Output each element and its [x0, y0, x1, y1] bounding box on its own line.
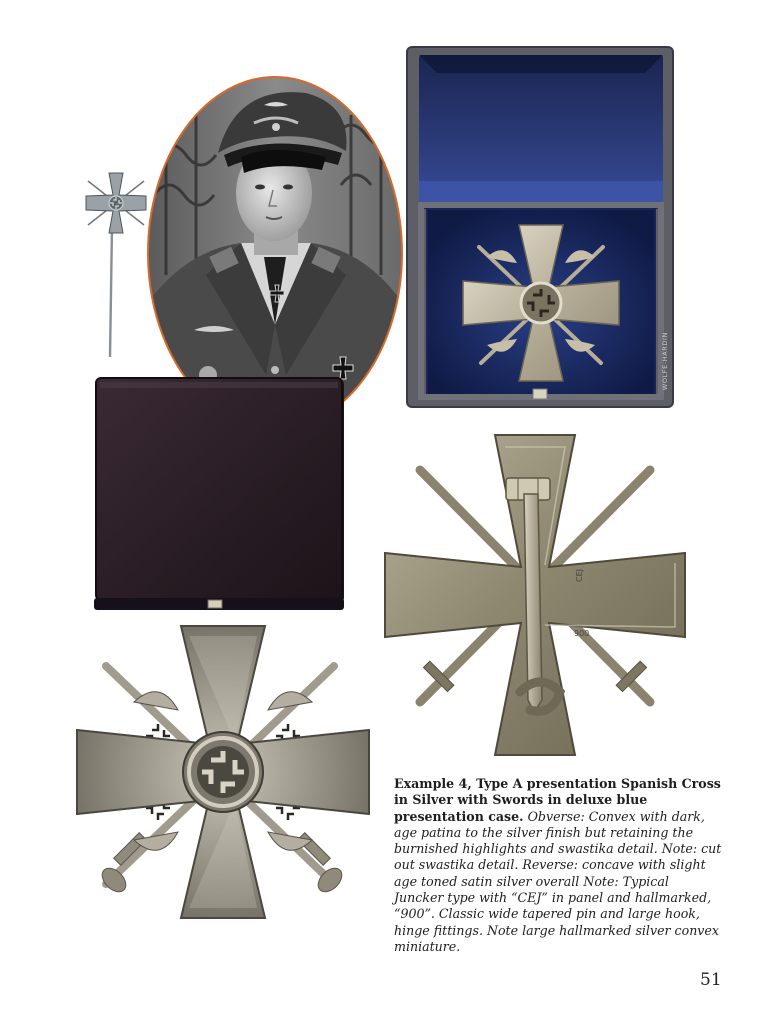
caption-body: Obverse: Convex with dark, age patina to the silver finish but retaining the burnished highlights and swastika detail. Note: cut out swastika detail. Reverse: concave with slight age toned satin silver overall Note: Typical Juncker type with “CEJ” in panel and hallmarked, “900”. Classic wide tapered pin and large hook, hinge fittings. Note large hallmarked silver convex miniature. — [394, 808, 722, 954]
silver-mark: 900 — [574, 629, 590, 638]
page-number: 51 — [700, 970, 722, 990]
cross-reverse-photo — [370, 430, 700, 760]
cross-obverse-photo — [72, 622, 374, 922]
stickpin-miniature — [78, 165, 164, 365]
photo-credit: WOLFE-HARDIN — [661, 332, 669, 391]
presentation-case-open — [405, 45, 677, 410]
caption-title: Example 4, Type A presentation Spanish Cross in Silver with Swords in deluxe blue presentation case. — [394, 776, 721, 824]
panel-mark: CEJ — [575, 569, 584, 582]
presentation-case-closed — [90, 376, 348, 616]
caption — [394, 776, 722, 955]
